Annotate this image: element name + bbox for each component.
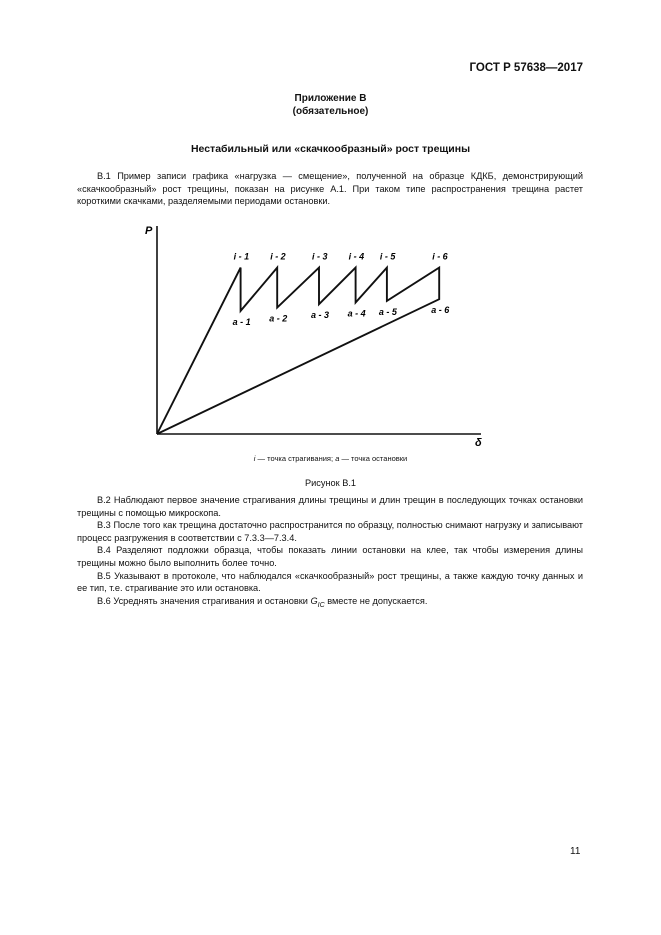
arrest-label: a - 6 (431, 305, 450, 316)
document-code: ГОСТ Р 57638—2017 (469, 62, 583, 74)
x-axis-label: δ (475, 437, 482, 449)
paragraph-b2: В.2 Наблюдают первое значение страгивания длины трещины и длин трещин в последующих точках остановки трещины с помощью микроскопа. (77, 495, 583, 518)
initiation-label: i - 3 (312, 251, 328, 262)
b6-subscript: IC (317, 601, 325, 609)
paragraph-b3: В.3 После того как трещина достаточно распространится по образцу, полностью снимают нагрузку и записывают процесс разгружения в соответствии с 7.3.3—7.3.4. (77, 520, 583, 543)
b6-suffix: вместе не допускается. (327, 595, 428, 606)
chart-labels (233, 252, 451, 327)
paragraph-b1: В.1 Пример записи графика «нагрузка — смещение», полученной на образце КДКБ, демонстрирующий «скачкообразный» рост трещины, показан на рисунке А.1. При таком типе распространения трещина растет короткими скачками, разделяемыми периодами остановки. (77, 171, 583, 207)
legend-a-text: — точка остановки (341, 454, 408, 463)
page-number: 11 (570, 846, 581, 857)
body-paragraphs (77, 494, 583, 612)
arrest-label: a - 1 (232, 316, 251, 327)
arrest-label: a - 3 (311, 310, 330, 321)
legend-i-symbol: i (253, 454, 256, 463)
sawtooth-curve (157, 268, 439, 434)
appendix-subtitle: (обязательное) (292, 106, 369, 117)
initiation-label: i - 4 (348, 251, 365, 262)
b6-prefix: В.6 Усреднять значения страгивания и остановки (97, 595, 308, 606)
section-title: Нестабильный или «скачкообразный» рост трещины (190, 143, 471, 155)
y-axis-label: P (145, 225, 153, 237)
figure-legend (0, 454, 661, 463)
legend-a-symbol: a (335, 454, 340, 463)
arrest-label: a - 5 (378, 306, 397, 317)
chart-series (157, 268, 439, 434)
arrest-label: a - 4 (347, 308, 366, 319)
b6-symbol: G (310, 595, 318, 606)
initiation-label: i - 6 (432, 251, 448, 262)
initiation-label: i - 5 (379, 251, 396, 262)
initiation-label: i - 1 (233, 251, 250, 262)
paragraph-b5: В.5 Указывают в протоколе, что наблюдался «скачкообразный» рост трещины, а также каждую точку данных и ее тип, т.е. страгивание это или остановка. (77, 570, 583, 594)
initiation-label: i - 2 (270, 251, 286, 262)
figure-caption: Рисунок В.1 (305, 478, 356, 488)
legend-i-text: — точка страгивания; (257, 454, 334, 463)
arrest-label: a - 2 (269, 313, 288, 324)
paragraph-b6 (77, 595, 583, 612)
paragraph-b4: В.4 Разделяют подложки образца, чтобы показать линии остановки на клее, так чтобы измерения длины трещины можно было выполнить более точно. (77, 545, 583, 568)
appendix-title: Приложение В (294, 93, 367, 104)
